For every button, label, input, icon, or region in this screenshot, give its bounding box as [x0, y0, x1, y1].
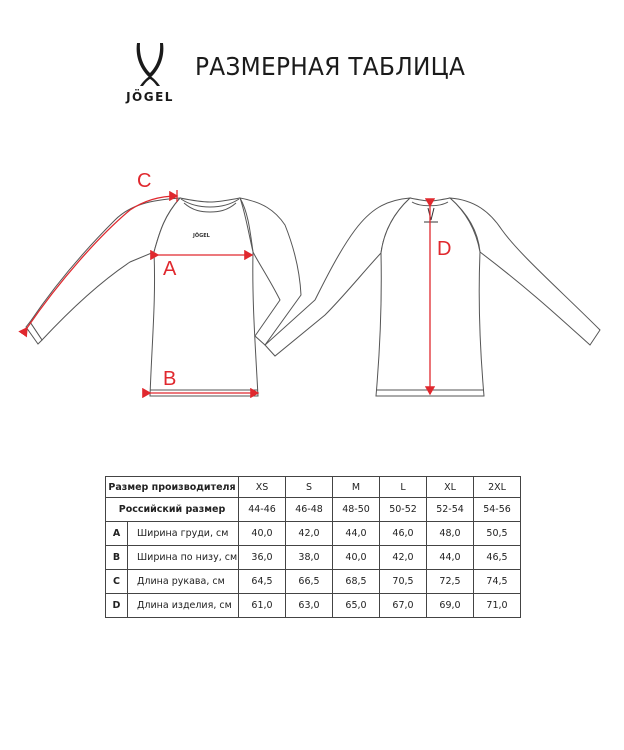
russian-size-cell: 44-46: [239, 498, 286, 522]
label-c: C: [137, 170, 152, 192]
row-label: Длина изделия, см: [128, 594, 239, 618]
size-2xl: 2XL: [474, 477, 521, 498]
garment-diagram: [0, 160, 624, 420]
front-shirt: [26, 198, 301, 396]
row-letter: A: [106, 522, 128, 546]
row-label: Ширина по низу, см: [128, 546, 239, 570]
russian-size-cell: 46-48: [286, 498, 333, 522]
size-xs: XS: [239, 477, 286, 498]
value-cell: 67,0: [380, 594, 427, 618]
russian-size-cell: 50-52: [380, 498, 427, 522]
value-cell: 36,0: [239, 546, 286, 570]
value-cell: 64,5: [239, 570, 286, 594]
row-letter: B: [106, 546, 128, 570]
value-cell: 68,5: [333, 570, 380, 594]
label-b: B: [163, 368, 177, 390]
table-row-manufacturer: [106, 477, 521, 498]
row-label: Длина рукава, см: [128, 570, 239, 594]
brand-logo: [115, 40, 185, 110]
size-xl: XL: [427, 477, 474, 498]
row-letter: C: [106, 570, 128, 594]
value-cell: 72,5: [427, 570, 474, 594]
table-row: [106, 570, 521, 594]
value-cell: 69,0: [427, 594, 474, 618]
back-shirt: [265, 198, 600, 396]
russian-size-cell: 54-56: [474, 498, 521, 522]
row-label: Ширина груди, см: [128, 522, 239, 546]
value-cell: 46,0: [380, 522, 427, 546]
table-row: [106, 522, 521, 546]
value-cell: 65,0: [333, 594, 380, 618]
size-s: S: [286, 477, 333, 498]
value-cell: 74,5: [474, 570, 521, 594]
value-cell: 44,0: [333, 522, 380, 546]
table-row: [106, 546, 521, 570]
value-cell: 44,0: [427, 546, 474, 570]
value-cell: 63,0: [286, 594, 333, 618]
value-cell: 46,5: [474, 546, 521, 570]
value-cell: 42,0: [380, 546, 427, 570]
value-cell: 66,5: [286, 570, 333, 594]
russian-size-cell: 48-50: [333, 498, 380, 522]
value-cell: 40,0: [239, 522, 286, 546]
value-cell: 48,0: [427, 522, 474, 546]
size-m: M: [333, 477, 380, 498]
table-row: [106, 594, 521, 618]
value-cell: 38,0: [286, 546, 333, 570]
value-cell: 42,0: [286, 522, 333, 546]
chest-logo: JÖGEL: [193, 233, 210, 239]
brand-wordmark: JÖGEL: [126, 90, 174, 104]
value-cell: 40,0: [333, 546, 380, 570]
shirt-sketches: [0, 160, 624, 420]
value-cell: 50,5: [474, 522, 521, 546]
page-title: РАЗМЕРНАЯ ТАБЛИЦА: [195, 52, 466, 81]
size-table: [105, 476, 521, 618]
size-l: L: [380, 477, 427, 498]
value-cell: 71,0: [474, 594, 521, 618]
russian-size-cell: 52-54: [427, 498, 474, 522]
label-a: A: [163, 258, 177, 280]
russian-size-header: Российский размер: [106, 498, 239, 522]
row-letter: D: [106, 594, 128, 618]
manufacturer-size-header: Размер производителя: [106, 477, 239, 498]
value-cell: 70,5: [380, 570, 427, 594]
jogel-emblem-icon: [115, 40, 185, 90]
value-cell: 61,0: [239, 594, 286, 618]
table-row-russian: [106, 498, 521, 522]
label-d: D: [437, 238, 452, 260]
